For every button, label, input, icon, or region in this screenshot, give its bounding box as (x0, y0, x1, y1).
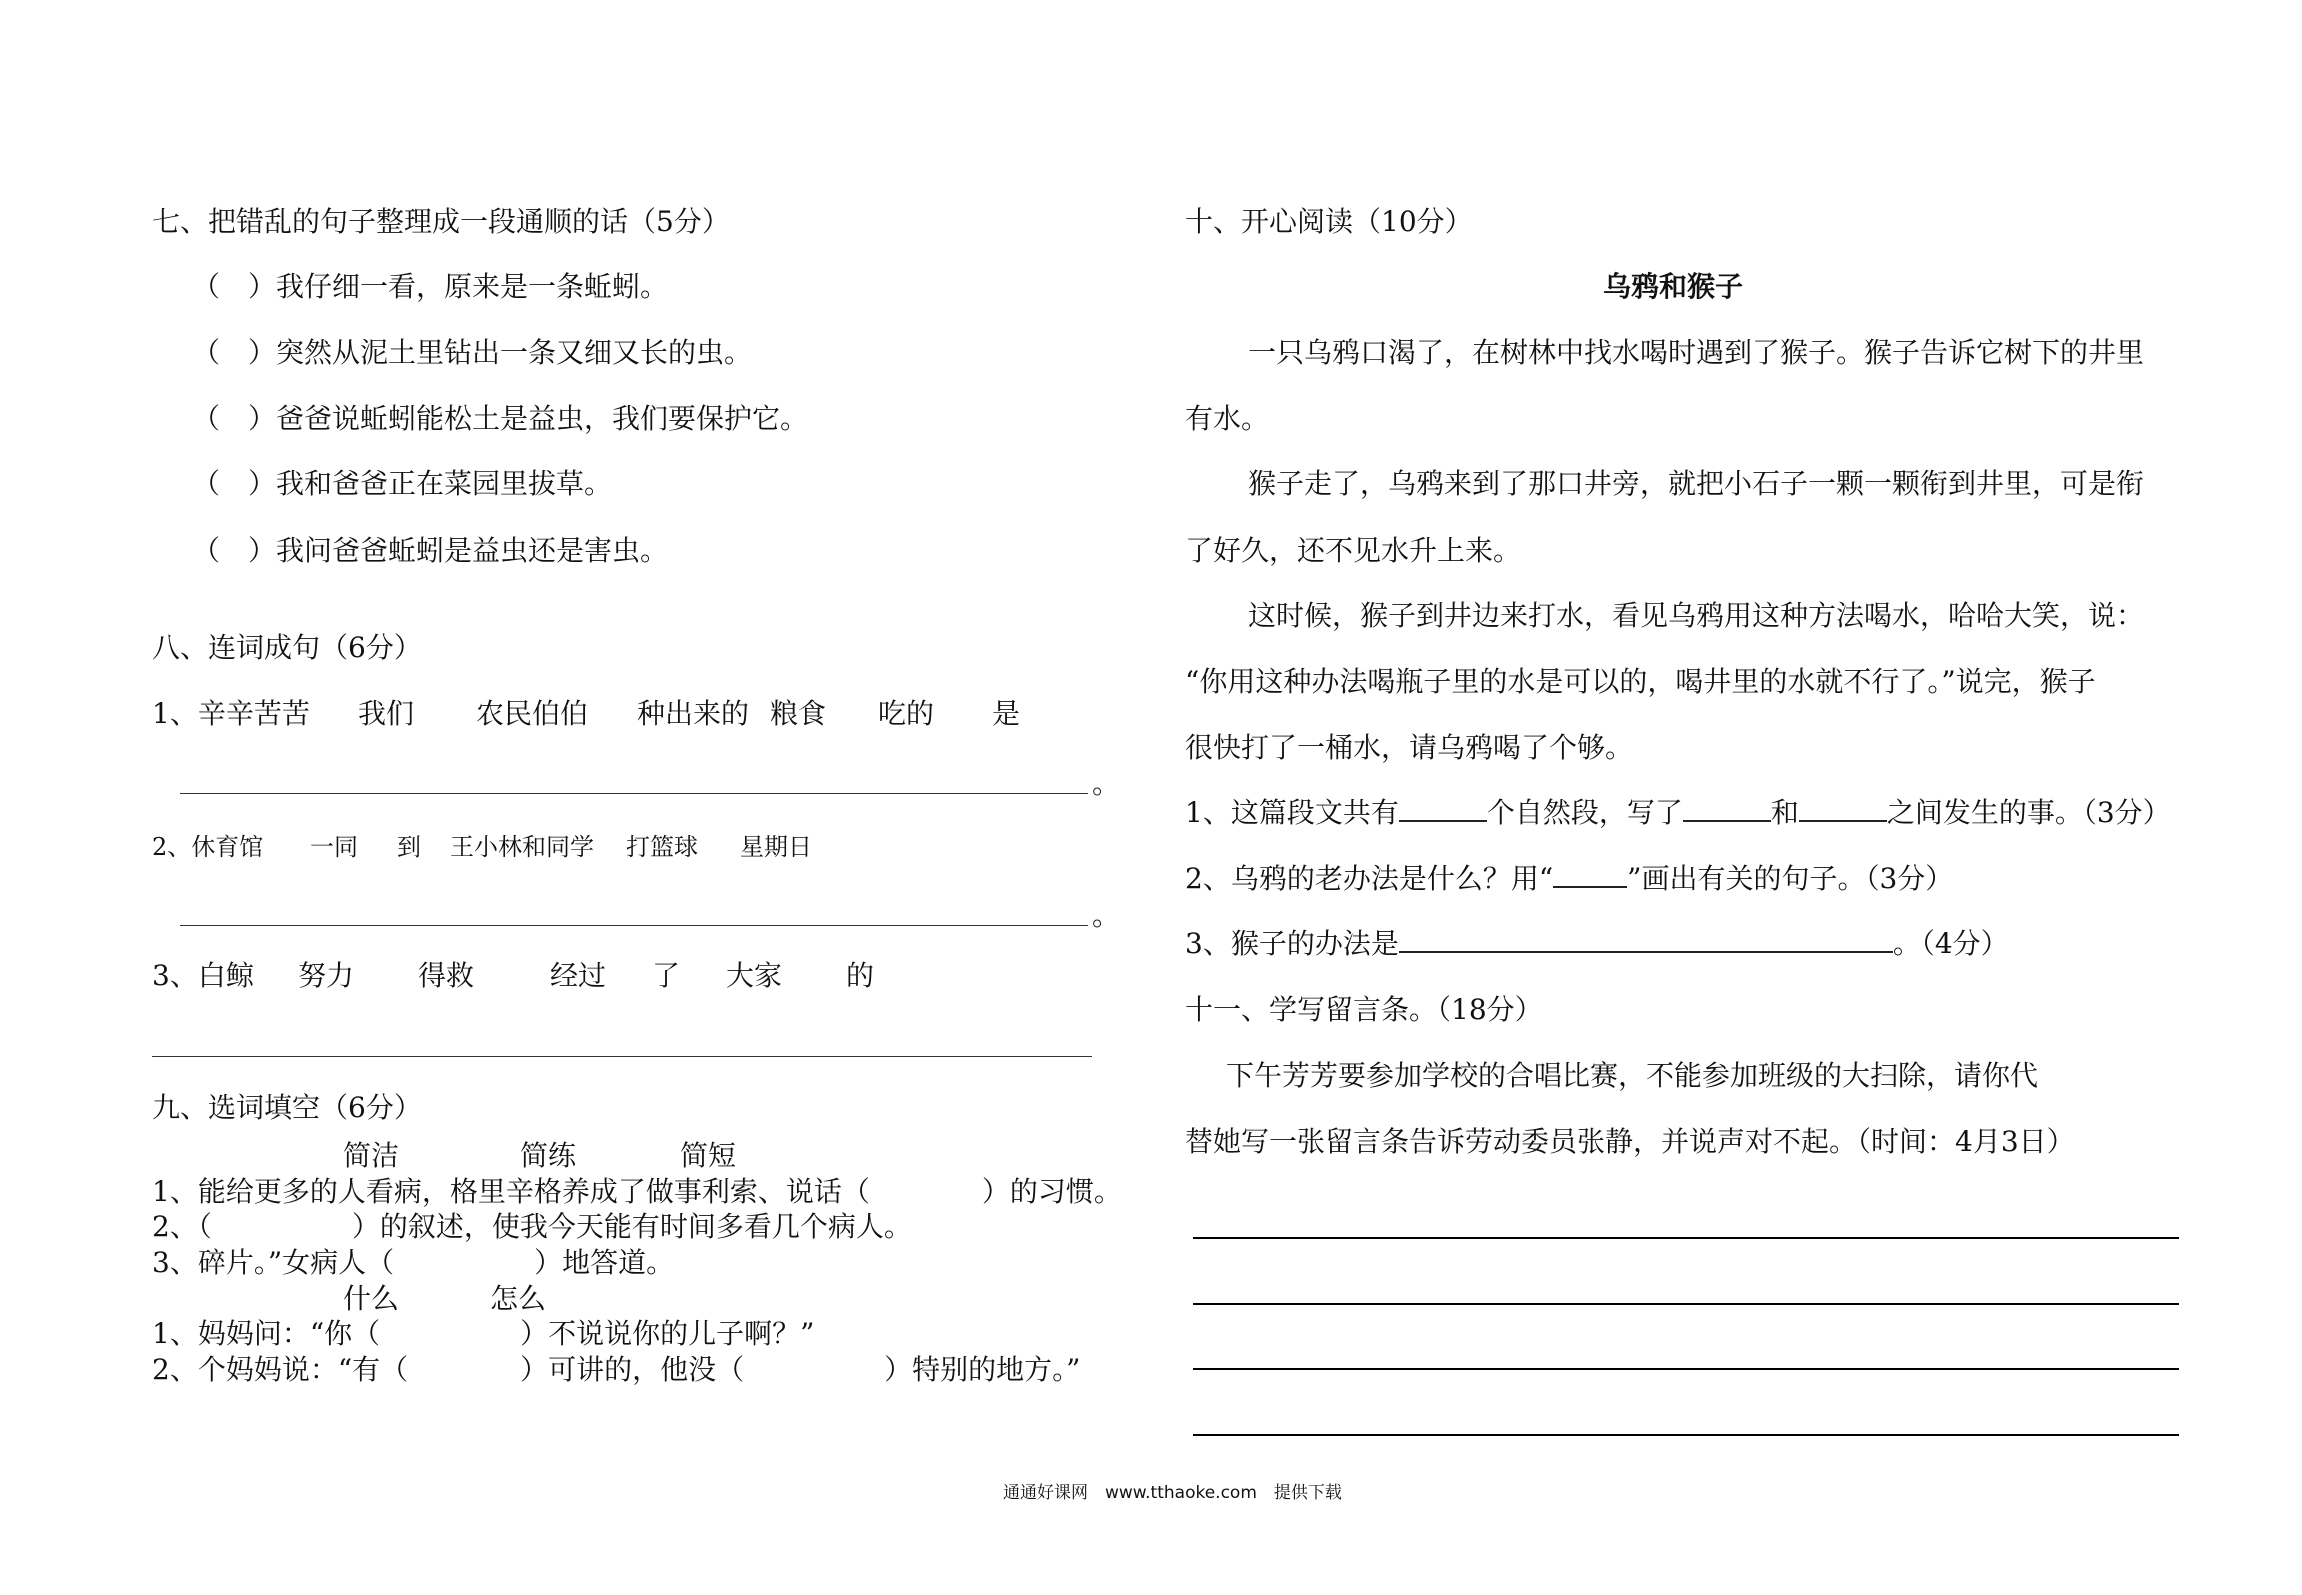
section9-word: 简练 (520, 1139, 577, 1172)
section8-q2-word: 星期日 (740, 833, 812, 861)
q1-text-b: 个自然段，写了 (1486, 796, 1683, 829)
section9-word: 什么 (343, 1282, 400, 1315)
story-line: 一只乌鸦口渴了，在树林中找水喝时遇到了猴子。猴子告诉它树下的井里 (1248, 336, 2145, 369)
q3-text-a: 3、猴子的办法是 (1185, 927, 1399, 960)
section8-title: 八、连词成句（6分） (152, 631, 422, 664)
section8-q1-word: 农民伯伯 (476, 697, 589, 730)
section8-q1-word: 我们 (358, 697, 415, 730)
section7-item-1: （ ）我仔细一看，原来是一条蚯蚓。 (192, 270, 669, 303)
answer-line[interactable] (180, 793, 1088, 794)
section10-question-2 (1185, 862, 1954, 895)
section8-q1-word: 吃的 (878, 697, 935, 730)
section7-item-4: （ ）我和爸爸正在菜园里拔草。 (192, 467, 613, 500)
section8-q2-word: 王小林和同学 (450, 833, 594, 861)
section9-sentence-2: 2、（ ）的叙述，使我今天能有时间多看几个病人。 (152, 1210, 912, 1243)
story-line: 这时候，猴子到井边来打水，看见乌鸦用这种方法喝水，哈哈大笑，说： (1248, 599, 2145, 632)
section8-q2-word: 2、休育馆 (152, 833, 264, 861)
section7-item-2: （ ）突然从泥土里钻出一条又细又长的虫。 (192, 336, 753, 369)
section9-word: 简洁 (343, 1139, 400, 1172)
section9-sentence-3: 3、碎片。”女病人（ ）地答道。 (152, 1246, 675, 1279)
section7-item-3: （ ）爸爸说蚯蚓能松土是益虫，我们要保护它。 (192, 402, 809, 435)
section11-title: 十一、学写留言条。（18分） (1185, 993, 1543, 1026)
answer-line[interactable] (180, 925, 1088, 926)
section11-prompt-line: 下午芳芳要参加学校的合唱比赛，不能参加班级的大扫除，请你代 (1226, 1059, 2039, 1092)
blank-monkey-method[interactable] (1399, 931, 1893, 953)
section8-q3-word: 得救 (418, 959, 475, 992)
writing-line[interactable] (1193, 1237, 2179, 1239)
answer-line[interactable] (152, 1056, 1092, 1057)
section9-word: 简短 (680, 1139, 737, 1172)
q1-text-d: 之间发生的事。（3分） (1886, 796, 2171, 829)
section8-q1-word: 1、辛辛苦苦 (152, 697, 310, 730)
writing-line[interactable] (1193, 1434, 2179, 1436)
section8-q3-word: 的 (846, 959, 875, 992)
q1-text-a: 1、这篇段文共有 (1185, 796, 1399, 829)
footer-source: 通通好课网 www.tthaoke.com 提供下载 (1003, 1483, 1342, 1503)
story-line: “你用这种办法喝瓶子里的水是可以的，喝井里的水就不行了。”说完，猴子 (1185, 665, 2096, 698)
section9-word: 怎么 (490, 1282, 547, 1315)
section8-q1-word: 粮食 (770, 697, 827, 730)
q1-text-c: 和 (1770, 796, 1799, 829)
end-mark: 。 (1092, 767, 1121, 800)
section11-prompt-line: 替她写一张留言条告诉劳动委员张静，并说声对不起。（时间：4月3日） (1185, 1125, 2075, 1158)
section9-title: 九、选词填空（6分） (152, 1091, 422, 1124)
section7-title: 七、把错乱的句子整理成一段通顺的话（5分） (152, 205, 730, 238)
story-line: 很快打了一桶水，请乌鸦喝了个够。 (1185, 731, 1634, 764)
section8-q2-word: 到 (397, 833, 421, 861)
story-line: 有水。 (1185, 402, 1270, 435)
section8-q2-word: 一同 (310, 833, 358, 861)
writing-line[interactable] (1193, 1368, 2179, 1370)
q2-text-b: ”画出有关的句子。（3分） (1627, 862, 1954, 895)
section8-q3-word: 大家 (726, 959, 783, 992)
section8-q1-word: 是 (992, 697, 1021, 730)
section8-q3-word: 了 (652, 959, 681, 992)
end-mark: 。 (1092, 899, 1121, 932)
section7-item-5: （ ）我问爸爸蚯蚓是益虫还是害虫。 (192, 534, 669, 567)
section8-q3-word: 经过 (550, 959, 607, 992)
section8-q1-word: 种出来的 (637, 697, 750, 730)
section8-q2-word: 打篮球 (626, 833, 698, 861)
section9-sentence-1: 1、能给更多的人看病，格里辛格养成了做事利索、说话（ ）的习惯。 (152, 1175, 1122, 1208)
section10-question-3 (1185, 927, 2009, 960)
section9-sentence-5: 2、个妈妈说：“有（ ）可讲的，他没（ ）特别的地方。” (152, 1353, 1081, 1386)
section9-sentence-4: 1、妈妈问：“你（ ）不说说你的儿子啊？” (152, 1317, 815, 1350)
section8-q3-word: 3、白鲸 (152, 959, 254, 992)
blank-character-2[interactable] (1799, 800, 1887, 822)
section10-title: 十、开心阅读（10分） (1185, 205, 1473, 238)
blank-paragraph-count[interactable] (1399, 800, 1487, 822)
section8-q3-word: 努力 (298, 959, 355, 992)
story-line: 了好久，还不见水升上来。 (1185, 534, 1522, 567)
section10-question-1 (1185, 796, 2171, 829)
story-title: 乌鸦和猴子 (1603, 270, 1744, 303)
story-line: 猴子走了，乌鸦来到了那口井旁，就把小石子一颗一颗衔到井里，可是衔 (1248, 467, 2145, 500)
blank-mark[interactable] (1553, 866, 1627, 888)
writing-line[interactable] (1193, 1303, 2179, 1305)
blank-character-1[interactable] (1683, 800, 1771, 822)
q2-text-a: 2、乌鸦的老办法是什么？用“ (1185, 862, 1554, 895)
q3-text-b: 。（4分） (1892, 927, 2009, 960)
